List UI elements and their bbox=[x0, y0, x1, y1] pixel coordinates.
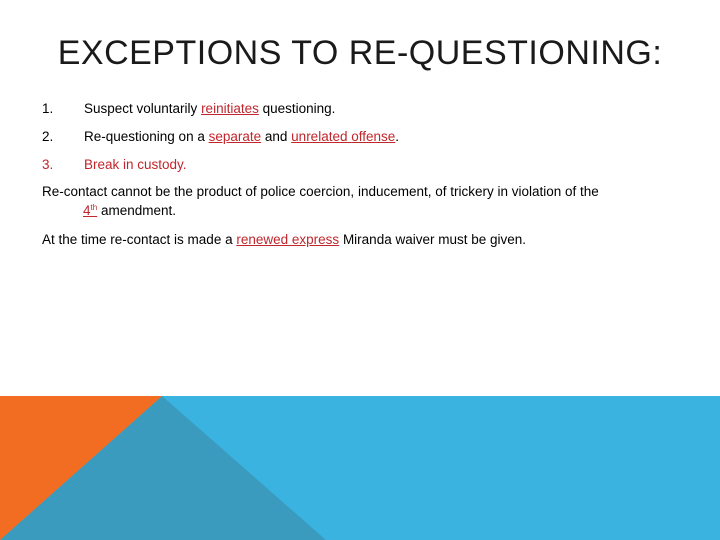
item-number: 3. bbox=[42, 157, 54, 172]
decorative-band bbox=[0, 396, 720, 540]
paragraph-text: amendment. bbox=[97, 203, 176, 218]
item-text-part: Suspect voluntarily bbox=[84, 101, 202, 116]
emphasis-word: separate bbox=[208, 129, 262, 144]
paragraph-text: At the time re-contact is made a bbox=[42, 232, 237, 247]
item-text bbox=[84, 128, 399, 146]
paragraph-text: Miranda waiver must be given. bbox=[339, 232, 527, 247]
paragraph-continuation bbox=[42, 201, 682, 220]
item-text-part: Re-questioning on a bbox=[84, 129, 209, 144]
item-number: 2. bbox=[42, 129, 54, 144]
recontact-paragraph bbox=[42, 182, 682, 220]
emphasis-word: reinitiates bbox=[201, 101, 259, 116]
slide-title: EXCEPTIONS TO RE-QUESTIONING: bbox=[57, 34, 663, 72]
item-text bbox=[84, 100, 335, 118]
emphasis-word: unrelated bbox=[291, 129, 348, 144]
exceptions-list bbox=[42, 100, 692, 184]
paragraph-line: Re-contact cannot be the product of police coercion, inducement, of trickery in violation of the bbox=[42, 184, 599, 199]
item-text-part: questioning. bbox=[258, 101, 336, 116]
emphasis-word: offense bbox=[351, 129, 396, 144]
item-text: Break in custody. bbox=[84, 157, 187, 172]
list-item bbox=[42, 156, 692, 184]
waiver-paragraph bbox=[42, 230, 682, 249]
amendment-number bbox=[83, 203, 97, 218]
emphasis-word: express bbox=[291, 232, 340, 247]
ordinal-suffix: th bbox=[90, 203, 98, 212]
list-item bbox=[42, 128, 692, 156]
emphasis-word: renewed bbox=[236, 232, 289, 247]
item-text-part: . bbox=[395, 129, 400, 144]
list-item bbox=[42, 100, 692, 128]
item-text-part: and bbox=[261, 129, 292, 144]
item-number: 1. bbox=[42, 101, 54, 116]
amendment-digit: 4 bbox=[83, 203, 91, 218]
